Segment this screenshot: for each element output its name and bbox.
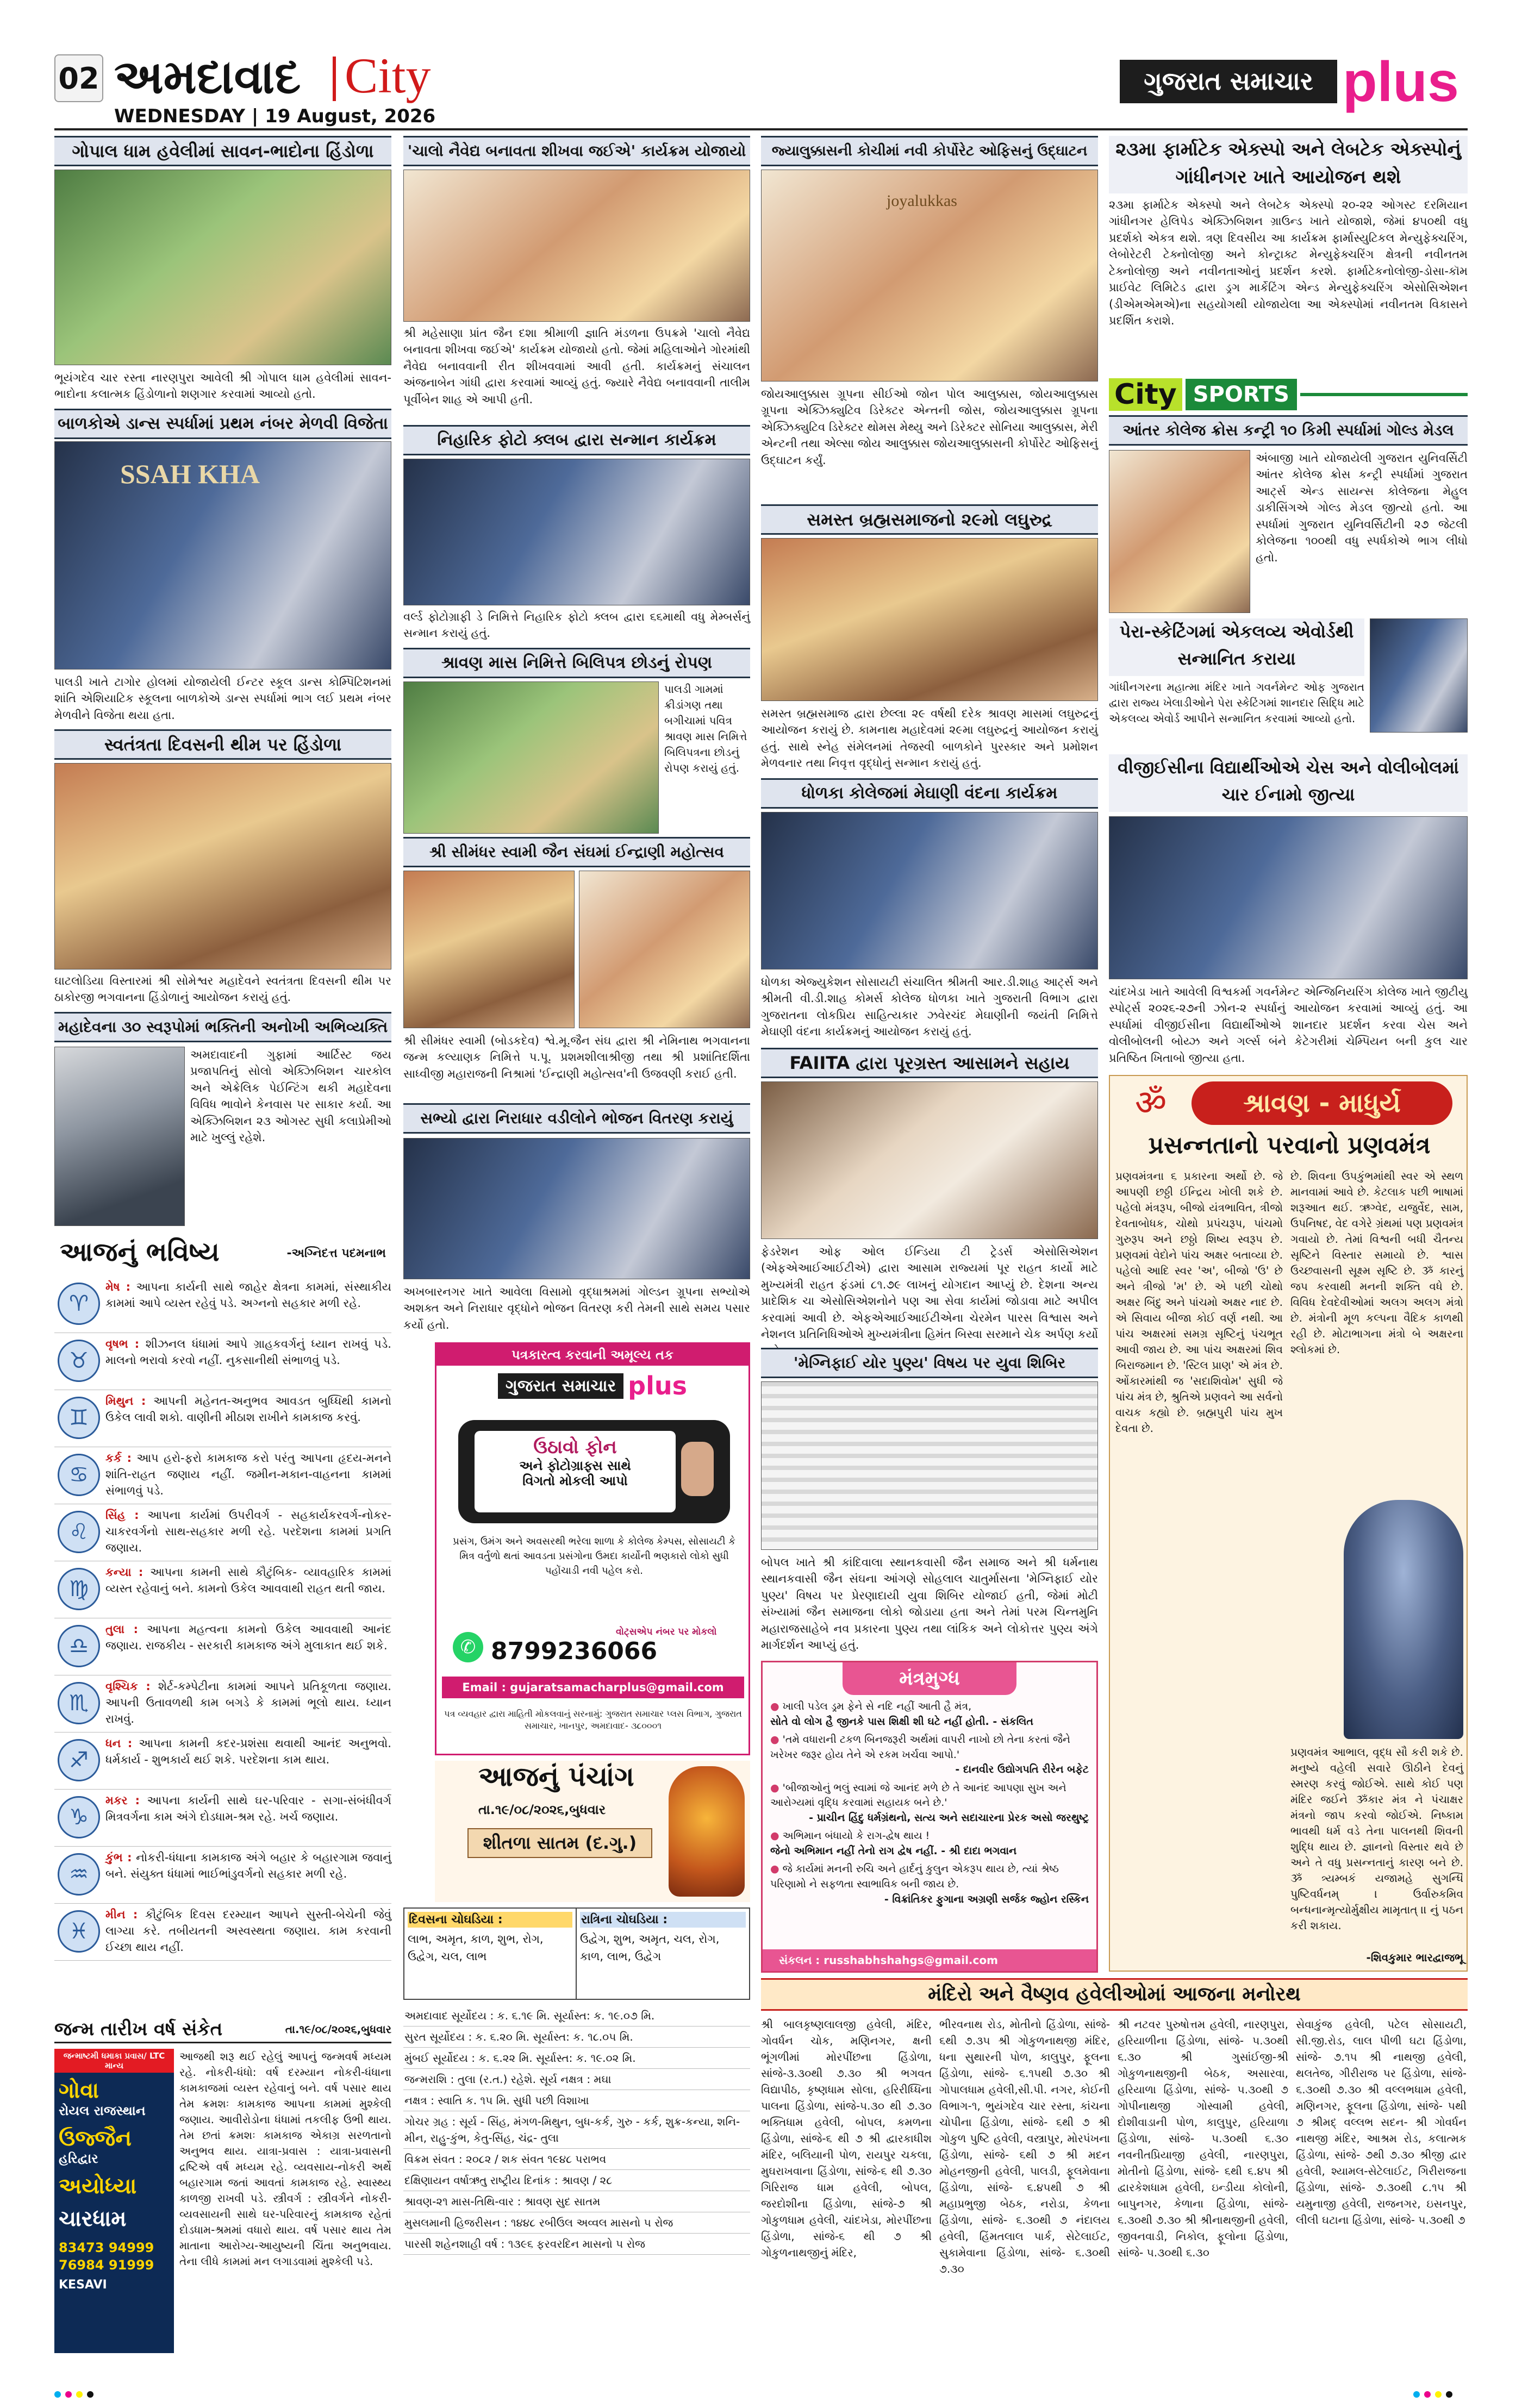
zodiac-prediction: આપના કામની સાથે કૌટુંબિક- વ્યાવહારિક કામમાં વ્યસ્ત રહેવાનું બને. કામનો ઉકેલ આવવાથી રાહત થતી જાય. (105, 1566, 391, 1595)
zodiac-row (54, 1390, 391, 1447)
zodiac-icon: ♏ (58, 1682, 100, 1724)
caption-mahadev: અમદાવાદની ગુફામાં આર્ટિસ્ટ જય પ્રજાપતિનું સોલો એક્ઝિબિશન ચારકોલ અને એક્રેલિક પેઈન્ટિંગ થકી મહાદેવના વિવિધ ભાવોને કેનવાસ પર સાકાર કર્યા. આ એક્ઝિબિશન ૨૩ ઓગસ્ટ સુધી કલાપ્રેમીઓ માટે ખુલ્લું રહેશે. (190, 1048, 391, 1144)
zodiac-name: મીન : (105, 1908, 138, 1921)
zodiac-prediction: નોકરી-ધંધાના કામકાજ અંગે બહાર કે બહારગામ જવાનું બને. સંયુક્ત ધંધામાં ભાઈભાંડુવર્ગનો સહકાર મળી રહે. (105, 1851, 391, 1880)
zodiac-name: વૃશ્ચિક : (105, 1680, 151, 1693)
ad-brand: ગુજરાત સમાચાર (498, 1373, 623, 1399)
night-choghadiya: ઉદ્વેગ, શુભ, અમૃત, ચલ, રોગ, કાળ, લાભ, ઉદ્વેગ (580, 1932, 720, 1963)
zodiac-row (54, 1333, 391, 1390)
print-color-bar (0, 2380, 1522, 2408)
headline-naivedya: 'ચાલો નૈવેદ્ય બનાવતા શીખવા જઈએ' કાર્યક્રમ યોજાયો (403, 136, 750, 166)
panchang-row: શ્રાવણ-૨૧ માસ-તિથિ-વાર : શ્રાવણ સુદ સાતમ (403, 2191, 750, 2212)
headline-pharmatech: ૨૩મા ફાર્માટેક એક્સ્પો અને લેબટેક એક્સ્પોનું ગાંધીનગર ખાતે આયોજન થશે (1109, 136, 1468, 193)
zodiac-text (105, 1850, 391, 1882)
panchang-row: જન્મરાશિ : તુલા (ર.ત.) રહેશે. સૂર્ય નક્ષત્ર : મઘા (403, 2069, 750, 2090)
header-rule (54, 128, 1468, 130)
shravan-title: પ્રસન્નતાનો પરવાનો પ્રણવમંત્ર (1148, 1131, 1431, 1159)
panchang-tithi: શીતળા સાતમ (દ.ગુ.) (467, 1828, 652, 1858)
photo-bhojan (403, 1138, 750, 1279)
travel-r4: ચારધામ (59, 2206, 127, 2231)
headline-photo-club: નિહારિક ફોટો ક્લબ દ્વારા સન્માન કાર્યક્રમ (403, 425, 750, 455)
panchang-row: વિક્રમ સંવત : ૨૦૮૨ / શક સંવત ૧૯૪૮ પરાભવ (403, 2149, 750, 2170)
zodiac-prediction: આપના કાર્યની સાથે જાહેર ક્ષેત્રના કામમાં, સંસ્થાકીય કામમાં આપે વ્યસ્ત રહેવું પડે. અગ્નનો સહકાર મળી રહે. (105, 1280, 391, 1310)
zodiac-text (105, 1279, 391, 1312)
page-number-badge: 02 (54, 54, 103, 102)
caption-independence: ઘાટલોડિયા વિસ્તારમાં શ્રી સોમેશ્વર મહાદેવને સ્વતંત્રતા દિવસની થીમ પર ઠાકોરજી ભગવાનના હિંડોળાનું આયોજન કરાયું હતું. (54, 974, 391, 1004)
caption-pharmatech: ૨૩મા ફાર્માટેક એક્સ્પો અને લેબટેક એક્સ્પો ૨૦-૨૨ ઓગસ્ટ દરમિયાન ગાંધીનગર હેલિપેડ એક્ઝિબિશન ગ્રાઉન્ડ ખાતે યોજાશે, જેમાં ૪૫૦થી વધુ પ્રદર્શકો એકત્ર થશે. ત્રણ દિવસીય આ કાર્યક્રમ ફાર્માસ્યુટિકલ મેન્યુફેક્ચરિંગ, લેબોરેટરી ટેક્નોલોજી અને કોન્ટ્રાક્ટ મેન્યુફેક્ચરિંગ ક્ષેત્રની નવીનતમ ટેક્નોલોજી અને નવીનતાઓનું પ્રદર્શન કરશે. ફાર્માટેકનોલોજી-ડોસા-કૉમ પ્રાઈવેટ લિમિટેડ દ્વારા ડ્રગ માર્કેટિંગ એન્ડ મેન્યુફેક્ચરિંગ એસોસિએશન (ડીએમએમએ)ના સહયોગથી યોજાયેલા આ એક્સ્પોમાં નવીનતમ વિકાસને પ્રદર્શિત કરાશે. (1109, 198, 1468, 328)
zodiac-icon: ♋ (58, 1454, 100, 1496)
photo-para-skating (1370, 618, 1468, 733)
city-title-divider (333, 57, 336, 101)
quote-1: ● ખાલી પડેલ ડ્રમ ફેને સે નદિ નહીં આતી હૈ મંત્ર, (770, 1700, 972, 1712)
day-choghadiya: લાભ, અમૃત, કાળ, શુભ, રોગ, ઉદ્વેગ, ચલ, લાભ (408, 1932, 544, 1963)
caption-gopal-dham: ભૂયંગદેવ ચાર રસ્તા નારણપુરા આવેલી શ્રી ગોપાલ ધામ હવેલીમાં સાવન-ભાદોના કલાત્મક હિંડોળાનો શણગાર કરવામાં આવ્યો હતો. (54, 371, 391, 401)
headline-faiita: FAIITA દ્વારા પૂરગ્રસ્ત આસામને સહાય (761, 1048, 1098, 1078)
choghadiya (403, 1907, 750, 2000)
panchang-row: મુંબઈ સૂર્યોદય : ક. ૬.૨૨ મિ. સૂર્યાસ્ત: ક. ૧૯.૦૨ મિ. (403, 2048, 750, 2069)
zodiac-name: તુલા : (105, 1623, 138, 1636)
zodiac-prediction: આપના કાર્યની સાથે ઘર-પરિવાર - સગા-સંબંધીવર્ગ મિત્રવર્ગના કામ અંગે દોડધામ-શ્રમ રહે. ખર્ચ જણાય. (105, 1794, 391, 1823)
mantramugdh-box (761, 1661, 1098, 1973)
travel-phone-1: 83473 94999 (59, 2240, 154, 2255)
ad-foot: પત્ર વ્યવહાર દ્વારા માહિતી મોકલવાનું સરનામું: ગુજરાત સમાચાર પ્લસ વિભાગ, ગુજરાત સમાચાર, ખાનપુર, અમદાવાદ- ૩૮૦૦૦૧ (444, 1709, 742, 1731)
zodiac-text (105, 1736, 391, 1768)
zodiac-row (54, 1732, 391, 1790)
panchang-row: સુરત સૂર્યોદય : ક. ૬.૨૦ મિ. સૂર્યાસ્ત: ક. ૧૮.૦૫ મિ. (403, 2027, 750, 2048)
om-icon: ॐ (1134, 1083, 1167, 1123)
ad-phone-line-1: ઉઠાવો ફોન (533, 1436, 617, 1458)
zodiac-text (105, 1336, 391, 1369)
photo-yuva-shibir (761, 1381, 1098, 1550)
photo-laghurudra (761, 538, 1098, 701)
panchang-title: આજનું પંચાંગ (478, 1761, 634, 1792)
caption-dance: પાલડી ખાતે ટાગોર હોલમાં યોજાયેલી ઈન્ટર સ્કૂલ ડાન્સ કોમ્પિટિશનમાં શાંતિ એશિયાટિક સ્કૂલના બાળકોએ ડાન્સ સ્પર્ધામાં ભાગ લઈ પ્રથમ નંબર મેળવીને વિજેતા થયા હતા. (54, 676, 391, 722)
panchang-row: પારસી શહેનશાહી વર્ષ : ૧૩૯૬ ફરવરદિન માસનો ૫ રોજ (403, 2234, 750, 2255)
travel-ad-top: જન્માષ્ટમી ધમાકા પ્રવાસ/ LTC માન્ય (54, 2049, 174, 2073)
travel-r2: ઉજ્જૈન (59, 2126, 132, 2151)
travel-r2b: હરિદ્વાર (59, 2151, 98, 2166)
ad-email[interactable]: Email : gujaratsamacharplus@gmail.com (442, 1677, 744, 1698)
photo-independence-hindola (54, 763, 391, 970)
zodiac-icon: ♓ (58, 1910, 100, 1953)
panchang-row: દક્ષિણાયન વર્ષાઋતુ રાષ્ટ્રીય દિનાંક : શ્રાવણ / ૨૮ (403, 2170, 750, 2191)
zodiac-text (105, 1907, 391, 1955)
quote-1-source: સોતે વો લોગ હૈ જીનકે પાસ શિક્ષી શી ઘટે નહીં હોતી. - સંકલિત (770, 1715, 1033, 1728)
panchang-row: નક્ષત્ર : સ્વાતિ ક. ૧૫ મિ. સુધી પછી વિશાખા (403, 2090, 750, 2111)
photo-dance-competition (54, 441, 391, 670)
mantramugdh-banner: મંત્રમુગ્ધ (843, 1662, 1016, 1695)
ad-body: પ્રસંગ, ઉમંગ અને અવસરથી ભરેલા શાળા કે કોલેજ કેમ્પસ, સોસાયટી કે મિત્ર વર્તુળો થતાં આવડતા પ્રસંગોના ઉમદા કાર્યોની ભણકારો લોકો સુધી પહોંચાડી નવી પહેલ કરો. (453, 1536, 735, 1577)
photo-banner-text: SSAH KHA (120, 459, 260, 489)
headline-joyalukkas: જ્યાલુક્કાસની કોચીમાં નવી કોર્પોરેટ ઓફિસનું ઉદ્ઘાટન (761, 136, 1098, 166)
quote-4: ● અભિમાન બંધાયો કે રાગ-દ્વેષ થાય ! (770, 1830, 930, 1842)
panchang-box (435, 1761, 750, 1902)
ad-number[interactable]: 8799236066 (491, 1637, 658, 1665)
zodiac-prediction: આપના કામની કદર-પ્રશંસા થવાથી આનંદ અનુભવો. ધર્મકાર્ય - શુભકાર્ય થઈ શકે. પરદેશના કામ થાય. (105, 1737, 391, 1766)
quote-2: ● 'તમે વધારાની ટકળ બિનજરૂરી અર્થમાં વાપરી નાખો છો તેના કરતાં જૈને ખરેખર જરૂર હોય તેને એ રકમ ખર્ચવા આપો.' (770, 1734, 1070, 1761)
manorath-column: ભીરવનાથ રોડ, મોતીનો હિંડોળા, સાંજે- ૬થી ૭.૩૫ શ્રી ગોકુળનાથજી મંદિર, ધના સુથારની પોળ, કાલુપુર, ફૂલના હિંડોળા, સાંજે- ૬.૧૫થી ૭.૩૦ શ્રી ગોપાલધામ હવેલી,સી.પી. નગર, કોઈની વિભાગ-૧, ભુયંગદેવ ચાર રસ્તા, કાંચના ચોપીના હિંડોળા, સાંજે- ૬થી ૭ શ્રી ગોકુળ પુષ્ટિ હવેલી, વસ્ત્રાપુર, મોરપંખના હિંડોળા, સાંજે- ૬થી ૭ શ્રી મદન મોહનજીની હવેલી, પાલડી, ફૂલમેવાના હિંડોળા, સાંજે- ૬.૪૫થી ૭ શ્રી મહાપ્રભુજી બેઠક, નરોડા, કેળના હિંડોળા, સાંજે- ૬.૩૦થી ૭ નંદાલય હવેલી, હિંમતલાલ પાર્ક, સેટેલાઈટ, સુકામેવાના હિંડોળા, સાંજે- ૬.૩૦થી ૭.૩૦ (939, 2018, 1110, 2275)
panchang-rows (403, 2005, 750, 2353)
panchang-row: ગોચર ગ્રહ : સૂર્ય - સિંહ, મંગળ-મિથુન, બુધ-કર્ક, ગુરુ - કર્ક, શુક્ર-કન્યા, શનિ-મીન, રાહુ-કુંભ, કેતુ-સિંહ, ચંદ્ર- તુલા (403, 2111, 750, 2149)
zodiac-name: વૃષભ : (105, 1337, 140, 1350)
header-date: WEDNESDAY | 19 August, 2026 (114, 105, 436, 127)
manorath-title: મંદિરો અને વૈષ્ણવ હવેલીઓમાં આજના મનોરથ (761, 1978, 1468, 2011)
ad-top-ribbon: પત્રકારત્વ કરવાની અમૂલ્ય તક (436, 1344, 748, 1366)
bhavishya-box (54, 1234, 391, 2011)
shravan-text-3: પ્રણવમંત્ર આભાલ, વૃદ્ધ સૌ કરી શકે છે. મનુષ્યે વહેલી સવારે ઊઠીને દેવનું સ્મરણ કરવું જોઈએ. સાથે કોઈ પણ મંદિર જઈને ૐકાર મંત્ર ને પંચાક્ષર મંત્રનો જાપ કરવો જોઈએ. નિષ્કામ ભાવથી ધર્મ વડે તેના પાલનથી શિવની શુદ્ધિ થાય છે. જ્ઞાનનો વિસ્તાર થવે છે અને તે વધુ પ્રસન્નતાનું કારણ બને છે. ૐ ત્ર્યમ્બકં યજામહે સુગન્ધિં પુષ્ટિવર્ધનમ્ । ઉર્વારુકમિવ બન્ધનાન્મૃત્યોર્મુક્ષીય મામૃતાત્ ।। નું પઠન કરી શકાય. (1290, 1746, 1463, 1932)
zodiac-text (105, 1565, 391, 1597)
zodiac-row (54, 1504, 391, 1561)
zodiac-row (54, 1561, 391, 1618)
zodiac-name: મિથુન : (105, 1394, 146, 1408)
zodiac-name: કર્ક : (105, 1452, 132, 1465)
zodiac-text (105, 1793, 391, 1825)
headline-dholka: ધોળકા કોલેજમાં મેઘાણી વંદના કાર્યક્રમ (761, 778, 1098, 809)
photo-indrani-1 (403, 871, 575, 1028)
quote-5-source: - વિક્રાંતિકર ફુગાના અગ્રણી સર્જક જ્હોન રસ્કિન (884, 1893, 1089, 1905)
shiva-image (1344, 1500, 1463, 1739)
zodiac-icon: ♎ (58, 1625, 100, 1667)
zodiac-icon: ♍ (58, 1568, 100, 1610)
zodiac-icon: ♈ (58, 1283, 100, 1325)
headline-cross-country: આંતર કોલેજ ક્રોસ કન્ટ્રી ૧૦ કિમી સ્પર્ધામાં ગોલ્ડ મેડલ (1109, 415, 1468, 446)
zodiac-prediction: શેર્ટ-કમ્પેટીના કામમાં આપને પ્રતિકૂળતા જણાય. આપની ઉતાવળથી કામ બગડે કે કામમાં ભૂલો થાય. ધ્યાન રાખવું. (105, 1680, 391, 1725)
zodiac-row (54, 1447, 391, 1504)
photo-gold-medal (1109, 450, 1250, 613)
photo-vgec (1109, 816, 1468, 979)
ad-phone-line-2: અને ફોટોગ્રાફ્સ સાથે (519, 1458, 631, 1473)
zodiac-prediction: શીઝનલ ધંધામાં આપે ગ્રાહકવર્ગનું ધ્યાન રાખવું પડે. માલનો ભરાવો કરવો નહીં. નુકસાનીથી સંભાળવું પડે. (105, 1337, 391, 1367)
ad-brand-plus: plus (628, 1371, 687, 1400)
headline-bhojan: સભ્યો દ્વારા નિરાધાર વડીલોને ભોજન વિતરણ કરાયું (403, 1103, 750, 1134)
travel-brand: KESAVI (59, 2278, 107, 2292)
zodiac-prediction: કૌટુંબિક દિવસ દરમ્યાન આપને સુસ્તી-બેચેની જેવું લાગ્યા કરે. તબીયતની અસ્વસ્થતા જણાય. કામ કરવાની ઈચ્છા થાય નહીં. (105, 1908, 391, 1954)
janma-title: જન્મ તારીખ વર્ષ સંકેત (54, 2018, 223, 2040)
brand-logo: ગુજરાત સમાચાર (1120, 60, 1337, 103)
night-choghadiya-title: રાત્રિના ચોઘડિયા : (580, 1912, 746, 1928)
zodiac-row (54, 1790, 391, 1847)
joyalukkas-sign: joyalukkas (887, 192, 957, 210)
zodiac-prediction: આપના કાર્યમાં ઉપરીવર્ગ - સહકાર્યકરવર્ગ-નોકર-ચાકરવર્ગનો સાથ-સહકાર મળી રહે. પરદેશના કામમાં પ્રગતિ જણાય. (105, 1509, 391, 1554)
bhavishya-title: આજનું ભવિષ્ય (60, 1237, 220, 1267)
city-sports-city: City (1109, 378, 1182, 411)
caption-bhojan: અખબારનગર ખાતે આવેલા વિસામો વૃદ્ધાશ્રમમાં ગોલ્ડન ગ્રૂપના સભ્યોએ અશક્ત અને નિરાધાર વૃદ્ધોને ભોજન વિતરણ કરી તેમની સાથે સમય પસાર કર્યો હતો. (403, 1285, 750, 1331)
city-sports-label: SPORTS (1186, 379, 1297, 410)
travel-r1: ગોવા (59, 2078, 99, 2103)
panchang-date: તા.૧૯/૦૮/૨૦૨૬,બુધવાર (478, 1802, 606, 1817)
headline-dance: બાળકોએ ડાન્સ સ્પર્ધામાં પ્રથમ નંબર મેળવી વિજેતા (54, 409, 391, 439)
zodiac-name: કન્યા : (105, 1566, 144, 1579)
zodiac-icon: ♊ (58, 1397, 100, 1439)
panchang-row: અમદાવાદ સૂર્યોદય : ક. ૬.૧૯ મિ. સૂર્યાસ્ત: ક. ૧૯.૦૭ મિ. (403, 2005, 750, 2027)
ad-phone-graphic (458, 1420, 730, 1523)
masthead (0, 0, 1522, 130)
manorath-column: શ્રી બાલકૃષ્ણલાલજી હવેલી, મંદિર, ગોવર્ધન ચોક, મણિનગર, ક્ષની ભૂંગળીમાં મોરપીંછના હિંડોળા, સાંજે-૩.૩૦થી ૭.૩૦ શ્રી ભગવત વિદ્યાપીઠ, કૃષ્ણધામ સોલા, હરિરીધ્ધિના પાલના હિંડોળા, સાંજે-૫.૩૦ થી ૭.૩૦ ભક્તિધામ હવેલી, બોપલ, કમળના હિંડોળા, સાંજે-૬ થી ૭ શ્રી દ્વારકાધીશ મંદિર, બલિયાની પોળ, રાયપુર ચકલા, મુઘરાખવાના હિંડોળા, સાંજે-૬ થી ૭.૩૦ ગિરિરાજ ધામ હવેલી, બોપલ, જરદોશીના હિંડોળા, સાંજે-૭ શ્રી ગોકુળધામ હવેલી, ચાંદખેડા, મોરપીંછના હિંડોળા, સાંજે-૬ થી ૭ શ્રી ગોકુળનાથજીનું મંદિર, (761, 2018, 932, 2259)
headline-independence-hindola: સ્વતંત્રતા દિવસની થીમ પર હિંડોળા (54, 729, 391, 760)
zodiac-row (54, 1675, 391, 1732)
headline-gopal-dham: ગોપાલ ધામ હવેલીમાં સાવન-ભાદોના હિંડોળા (54, 136, 391, 166)
photo-naivedya (403, 170, 750, 322)
photo-joyalukkas (761, 170, 1098, 381)
shravan-text-1: પ્રણવમંત્રના ૬ પ્રકારના અર્થો છે. જે આપણી છઠ્ઠી ઈન્દ્રિય ખોલી શકે છે. પહેલો મંત્રરૂપ, બીજો યંત્રભાવિત, ત્રીજો દેવતાબોધક, ચોથો પ્રપંચરૂપ, પાંચમો ગુરુરૂપ અને છઠ્ઠો શિષ્ય સ્વરૂપ છે. પ્રણવમાં વેદોને પાંચ અક્ષર બતાવ્યા છે. પહેલો આદિ સ્વર 'અ', બીજો 'ઉ' છે અને ત્રીજો 'મ' છે. એ પછી ચોથો અક્ષર બિંદુ અને પાંચમો અક્ષર નાદ છે. એ સિવાય બીજા કોઈ વર્ણ નથી. આ પાંચ અક્ષરમાં સમગ્ર સૃષ્ટિનું પંચભૂત આવી જાય છે. આ પાંચ અક્ષરમાં શિવ બિરાજમાન છે. 'સ્ટિલ પ્રાણ' એ મંત્ર છે. ઓંકારમાંથી જ 'સદાશિવોમ' સુધી જે પાંચ મંત્ર છે, શ્રુતિએ પ્રણવને આ સર્વનો વાચક કહ્યો છે. બ્રહ્મપુરી પાંચ મુખ દેવતા છે. (1115, 1169, 1283, 1435)
zodiac-name: મેષ : (105, 1280, 131, 1293)
manorath-section (761, 1978, 1468, 2353)
travel-ad (54, 2049, 174, 2353)
photo-indrani-2 (579, 871, 750, 1028)
zodiac-text (105, 1679, 391, 1727)
photo-bilipatra (403, 681, 659, 834)
zodiac-name: સિંહ : (105, 1509, 139, 1522)
zodiac-icon: ♉ (58, 1340, 100, 1382)
janma-text: આજથી શરૂ થઈ રહેલું આપનું જન્મવર્ષ મધ્યમ રહે. નોકરી-ધંધો: વર્ષ દરમ્યાન નોકરી-ધંધાના કામકાજમાં વ્યસ્ત રહેવાનું બને. વર્ષ પસાર થાય તેમ ક્રમશઃ કામકાજ આપના કામમાં મુશ્કેલી જણાય. આવીરોડોના ધંધામાં તકલીફ ઉભી થાય. તેમ છતાં ક્રમશઃ કામકાજ એકાગ્ર સરળતાનો અનુભવ થાય. યાત્રા-પ્રવાસ : યાત્રા-પ્રવાસની દ્રષ્ટિએ વર્ષ મધ્યમ રહે. વ્યવસાય-નોકરી અર્થે બહારગામ જતાં આવતાં કામકાજ રહે. સ્વાસ્થ્ય કાળજી રાખવી પડે. સ્ત્રીવર્ગ : સ્ત્રીવર્ગને નોકરી-વ્યવસાયની સાથે ઘર-પરિવારનું કામકાજ રહેતાં દોડધામ-શ્રમમાં વધારો થાય. વર્ષ પસાર થાય તેમ માતાના આરોગ્ય-આયુષ્યની ચિંતા અનુભવાય. તેના લીધે કામમાં મન લગાડવામાં મુશ્કેલી પડે. (179, 2050, 391, 2268)
caption-yuva-shibir: બોપલ ખાતે શ્રી કાંદિવાલા સ્થાનકવાસી જૈન સમાજ અને શ્રી ધર્મનાથ સ્થાનકવાસી જૈન સંઘના આંગણે સોહલાલ ચાતુર્માસના 'મેગ્નિફાઈ યોર પુણ્ય' વિષય પર પ્રેરણાદાયી યુવા શિબિર યોજાઈ હતી, જેમાં મોટી સંખ્યામાં જૈન સમાજના લોકો જોડાયા હતા અને તેમાં પરમ ચિન્તમુનિ મહારાજસાહેબે નવ પ્રકારના પુણ્ય તથા લાંકિક અને લોકોત્તર પુણ્ય અંગે માર્ગદર્શન આપ્યું હતું. (761, 1556, 1098, 1652)
headline-para-skating: પેરા-સ્કેટિંગમાં એકલવ્ય એવોર્ડથી સન્માનિત કરાયા (1109, 618, 1364, 676)
zodiac-text (105, 1450, 391, 1499)
city-sports-banner (1109, 377, 1468, 412)
travel-r3: અયોધ્યા (59, 2174, 137, 2199)
brand-plus: plus (1343, 51, 1459, 114)
caption-joyalukkas: જોયઆલુક્કાસ ગ્રૂપના સીઈઓ જોન પોલ આલુક્કાસ, જોયઆલુક્કાસ ગ્રૂપના એક્ઝિક્યુટિવ ડિરેક્ટર એન્તની જોસ, જોયઆલુક્કાસ ગ્રૂપના એક્ઝિક્યુટિવ ડિરેક્ટર થોમસ મેથ્યુ અને ડિરેક્ટર સોનિયા આલુક્કાસ, મેરી એન્ટની તથા એલ્સા જોય આલુક્કાસ જોયઆલુક્કાસની કોર્પોરેટ ઓફિસનું ઉદ્ઘાટન કર્યું. (761, 387, 1098, 467)
zodiac-name: કુંભ : (105, 1851, 132, 1864)
headline-yuva-shibir: 'મેગ્નિફાઈ યોર પુણ્ય' વિષય પર યુવા શિબિર (761, 1348, 1098, 1378)
zodiac-list (54, 1276, 391, 1961)
caption-para-skating: ગાંધીનગરના મહાત્મા મંદિર ખાતે ગવર્નમેન્ટ ઓફ ગુજરાત દ્વારા રાજ્ય ખેલાડીઓને પેરા સ્કેટિંગમાં શાનદાર સિદ્ધિ માટે એકલવ્ય એવોર્ડ આપીને સન્માનિત કરવામાં આવ્યો હતો. (1109, 680, 1364, 725)
panchang-row: મુસલમાની હિજરીસન : ૧૪૪૮ રબીઉલ અવ્વલ માસનો ૫ રોજ (403, 2212, 750, 2234)
manorath-column: સેવાકુંજ હવેલી, પટેલ સોસાયટી, સી.જી.રોડ, લાલ પીળી ઘટા હિંડોળા, સાંજે- ૭.૧૫ શ્રી નાથજી હવેલી, થલતેજ, ગીરીરાજ પર હિંડોળા, સાંજે- ૬.૩૦થી ૭.૩૦ શ્રી વલ્લભધામ હવેલી, મણિનગર, ફૂલના હિંડોળા, સાંજે- ૫થી ૭ શ્રીમદ્ વલ્લભ સદન- શ્રી ગોવર્ધન નાથજી મંદિર, આશ્રમ રોડ, કલાત્મક હિંડોળા, સાંજે- ૭થી ૭.૩૦ શ્રીજી દ્વાર હવેલી, શ્યામલ-સેટેલાઈટ, ગિરીરાજના હિંડોળા, સાંજે- ૭.૩૦થી ૮.૧૫ શ્રી યમુનાજી હવેલી, રાજનગર, ઇસનપુર, લીલી ઘટાના હિંડોળા, સાંજે- ૫.૩૦થી ૭ (1296, 2018, 1467, 2226)
zodiac-icon: ♒ (58, 1853, 100, 1896)
zodiac-prediction: આપ હરો-ફરો કામકાજ કરો પરંતુ આપના હૃદય-મનને શાંતિ-રાહત જણાય નહીં. જમીન-મકાન-વાહનના કામમાં સંભાળવું પડે. (105, 1452, 391, 1497)
caption-faiita: ફેડરેશન ઓફ ઓલ ઈન્ડિયા ટી ટ્રેડર્સ એસોસિએશન (એફએઆઈઆઈટીએ) દ્વારા આસામ રાજ્યમાં પૂર રાહત કાર્યો માટે મુખ્યમંત્રી રાહત ફંડમાં ૮૧.૭૯ લાખનું યોગદાન આપ્યું છે. દેશના અન્ય પ્રાદેશિક ચા એસોસિએશનોને પણ આ સેવા કાર્યમાં જોડાવા માટે અપીલ કરવામાં આવી છે. એફએઆઈઆઈટીએના ચેરમેન પારસ વિશ્વાસ અને નેશનલ પ્રતિનિધિઓએ મુખ્યમંત્રીના હિમંત બિસ્વા સરમાને ચેક અર્પણ કર્યો (761, 1245, 1098, 1341)
caption-bilipatra: પાલડી ગામમાં ક્રીડાંગણ તથા બગીચામાં પવિત્ર શ્રાવણ માસ નિમિત્તે બિલિપત્રના છોડનું રોપણ કરાયું હતું. (664, 683, 747, 774)
caption-indrani: શ્રી સીમંધર સ્વામી (બોડકદેવ) શ્વે.મૂ.જૈન સંઘ દ્વારા શ્રી નેમિનાથ ભગવાનના જન્મ કલ્યાણક નિમિત્તે પ.પૂ. પ્રશમશીલાશ્રીજી તથા શ્રી પ્રશાંતિદર્શિતા સાધ્વીજી મહારાજની નિશ્રામાં 'ઈન્દ્રાણી મહોત્સવ'ની ઉજવણી કરાઈ હતી. (403, 1034, 750, 1080)
headline-indrani: શ્રી સીમંધર સ્વામી જૈન સંઘમાં ઈન્દ્રાણી મહોત્સવ (403, 837, 750, 867)
zodiac-text (105, 1622, 391, 1654)
manorath-columns (761, 2016, 1468, 2348)
caption-laghurudra: સમસ્ત બ્રહ્મસમાજ દ્વારા છેલ્લા ૨૯ વર્ષથી દરેક શ્રાવણ માસમાં લઘુરુદ્રનું આયોજન કરાયું છે. કામનાથ મહાદેવમાં ૨૯મા લઘુરુદ્રનું આયોજન કરાયું હતું. સાથે સ્નેહ સંમેલનમાં તેજસ્વી બાળકોને પુરસ્કાર અને પ્રમોશન મેળવનાર તથા નિવૃત્ત વૃદ્ધોનું સન્માન કરાયું હતું. (761, 707, 1098, 770)
caption-photo-club: વર્લ્ડ ફોટોગ્રાફી ડે નિમિત્તે નિહારિક ફોટો ક્લબ દ્વારા ૬૬માથી વધુ મેમ્બર્સનું સન્માન કરાયું હતું. (403, 610, 750, 640)
quote-2-source: - દાનવીર ઉદ્યોગપતિ રીરેન બફેટ (955, 1763, 1089, 1776)
zodiac-icon: ♌ (58, 1511, 100, 1553)
zodiac-icon: ♐ (58, 1739, 100, 1781)
caption-dholka: ધોળકા એજ્યુકેશન સોસાયટી સંચાલિત શ્રીમતી આર.ડી.શાહ આર્ટ્સ અને શ્રીમતી વી.ડી.શાહ કોમર્સ કોલેજ ધોળકા ખાતે ગુજરાતી વિભાગ દ્વારા ગુજરાતના લોકપ્રિય સાહિત્યકાર ઝવેરચંદ મેઘાણીની જયંતી નિમિત્તે મેઘાણી વંદના કાર્યક્રમનું આયોજન કરાયું હતું. (761, 975, 1098, 1039)
caption-naivedya: શ્રી મહેસાણા પ્રાંત જૈન દશા શ્રીમાળી જ્ઞાતિ મંડળના ઉપક્રમે 'ચાલો નૈવેદ્ય બનાવતા શીખવા જઈએ' કાર્યક્રમ યોજાયો હતો. જેમાં મહિલાઓને ગોરમાંથી નૈવેદ્ય બનાવવાની રીત શીખવવામાં આવી હતી. કાર્યક્રમનું સંચાલન અંજનાબેન ગાંધી દ્વારા કરવામાં આવ્યું હતું. જ્યારે નૈવેદ્ય બનાવવાની તાલીમ પૂર્વીબેન શાહ એ આપી હતી. (403, 327, 750, 406)
ganesha-image (669, 1766, 745, 1897)
photo-mahadev-painting (54, 1047, 185, 1226)
headline-bilipatra: શ્રાવણ માસ નિમિત્તે બિલિપત્ર છોડનું રોપણ (403, 648, 750, 678)
shravan-text-2: છે. શિવના ઉપકુંભમાંથી સ્વર એ સ્થળ માનવામાં આવે છે. કેટલાક પછી ભાષામાં શરૂઆત થઈ. ઋગ્વેદ, યજુર્વેદ, સામ, ઉપનિષદ, વેદ વગેરે ગ્રંથમાં પણ પ્રણવમંત્ર ગવાયો છે. તેમાં વિશ્વની બધી ચૈતન્ય સૃષ્ટિને વિસ્તાર સમાયો છે. શ્વાસ ઉચ્છવાસની સૂક્ષ્મ સૃષ્ટિ છે. ૐ કારનું જપ કરવાથી મનની શક્તિ વધે છે. વિવિધ દેવદેવીઓમાં અલગ અલગ મંત્રો છે. મંત્રોની મૂળ કલ્પના વૈદિક કાળથી રહી છે. મોટાભાગના મંત્રો બે અક્ષરના શ્લોકમાં છે. (1290, 1169, 1463, 1356)
zodiac-prediction: આપની મહેનત-અનુભવ આવડત બુધ્ધિથી કામનો ઉકેલ લાવી શકો. વાણીની મીઠાશ રાખીને કામકાજ કરવું. (105, 1394, 391, 1424)
bhavishya-author: -અગ્નિદત્ત પદમનાભ (286, 1247, 386, 1260)
ad-whatsapp-label: વોટ્સએપ નંબર પર મોકલો (616, 1627, 717, 1637)
travel-phone-2: 76984 91999 (59, 2257, 154, 2273)
photo-faiita (761, 1081, 1098, 1239)
headline-vgec: વીજીઈસીના વિદ્યાર્થીઓએ ચેસ અને વોલીબોલમાં ચાર ઈનામો જીત્યા (1109, 754, 1468, 812)
hand-graphic (681, 1442, 714, 1496)
zodiac-name: ધન : (105, 1737, 133, 1750)
zodiac-row (54, 1904, 391, 1961)
janma-date: તા.૧૯/૦૮/૨૦૨૬,બુધવાર (285, 2022, 391, 2036)
day-choghadiya-title: દિવસના ચોઘડિયા : (408, 1912, 572, 1928)
headline-mahadev: મહાદેવના ૩૦ સ્વરૂપોમાં ભક્તિની અનોખી અભિવ્યક્તિ (54, 1012, 391, 1042)
zodiac-icon: ♑ (58, 1796, 100, 1838)
patrakaritva-ad (435, 1342, 750, 1755)
manorath-column: શ્રી નટવર પુરુષોત્તમ હવેલી, નારણપુરા, હરિયાળીના હિંડોળા, સાંજે- ૫.૩૦થી ૬.૩૦ શ્રી ગુસાંઈજી-શ્રી ગોકુળનાથજીની બેઠક, અસારવા, હરિયાળા હિંડોળા, સાંજે- ૫.૩૦થી ૭ ગોપીનાથજી ગોસ્વામી હવેલી, દોશીવાડાની પોળ, કાલુપુર, હરિયાળા હિંડોળા, સાંજે- ૫.૩૦થી ૬.૩૦ નવનીતપ્રિયાજી હવેલી, નારણપુરા, મોતીનો હિંડોળા, સાંજે- ૬થી ૬.૪૫ શ્રી દ્વારકેશધામ હવેલી, ઇન્ડીયા કોલોની, બાપુનગર, કેળાના હિંડોળા, સાંજે- ૬.૩૦થી ૭.૩૦ શ્રી શ્રીનાથજીની હવેલી, જીવનવાડી, નિકોલ, ફૂલોના હિંડોળા, સાંજે- ૫.૩૦થી ૬.૩૦ (1118, 2018, 1288, 2259)
quote-4-source: જેનો અભિમાન નહીં તેનો રાગ દ્વેષ નહીં. - શ્રી દાદા ભગવાન (770, 1844, 1017, 1857)
quote-5: ● જે કાર્યમાં મનની રુચિ અને હાર્દનું કુલુન એકરૂપ થાય છે, ત્યાં શ્રેષ્ઠ પરિણામો ને સફળતા સ્વાભાવિક બની જાય છે. (770, 1863, 1059, 1891)
zodiac-row (54, 1847, 391, 1904)
shravan-author: -શિવકુમાર ભારદ્વાજભૂ (1366, 1951, 1463, 1964)
zodiac-row (54, 1276, 391, 1333)
photo-dholka (761, 812, 1098, 970)
zodiac-text (105, 1393, 391, 1426)
shravan-box (1109, 1075, 1468, 1972)
whatsapp-icon: ✆ (453, 1632, 483, 1662)
headline-laghurudra: સમસ્ત બ્રહ્મસમાજનો ૨૯મો લઘુરુદ્ર (761, 504, 1098, 535)
caption-vgec: ચાંદખેડા ખાતે આવેલી વિશ્વકર્મા ગવર્નમેન્ટ એન્જિનિયરિંગ કોલેજ ખાતે જીટીયુ સ્પોર્ટ્સ ૨૦૨૬-૨૭ની ઝોન-૨ સ્પર્ધાનું આયોજન કરવામાં આવ્યું હતું. આ સ્પર્ધામાં વીજીઈસીના વિદ્યાર્થીઓએ શાનદાર પ્રદર્શન કરવા ચેસ અને વોલીબોલની બોય્ઝ અને ગર્લ્સ બંને કેટેગરીમાં ચેમ્પિયન બની કુલ ચાર પ્રતિષ્ઠિત ખિતાબો જીત્યા હતા. (1109, 985, 1468, 1065)
city-title-en: City (345, 48, 431, 103)
quote-3: ● 'બીજાઓનું ભલું સ્વામાં જે આનંદ મળે છે તે આનંદ આપણા સુખ અને આરોગ્યમાં વૃદ્ધિ કરવામાં સહાયક બને છે.' (770, 1781, 1066, 1809)
travel-r1b: રોયલ રાજસ્થાન (59, 2103, 146, 2118)
zodiac-text (105, 1508, 391, 1556)
city-title-gu: અમદાવાદ (114, 50, 301, 104)
quote-3-source: - પ્રાચીન હિંદુ ધર્મગ્રંથનો, સત્ય અને સદાચારના પ્રેરક અસો જરથુષ્ટ્ર (809, 1811, 1089, 1824)
zodiac-name: મકર : (105, 1794, 140, 1807)
mantramugdh-footer: સંકલન : russhabhshahgs@gmail.com (763, 1949, 1096, 1971)
ad-phone-line-3: વિગતો મોકલી આપો (522, 1473, 628, 1488)
caption-cross-country: અંબાજી ખાતે યોજાયેલી ગુજરાત યુનિવર્સિટી આંતર કોલેજ ક્રોસ કન્ટ્રી સ્પર્ધામાં ગુજરાત આર્ટ્સ એન્ડ સાયન્સ કોલેજના મેહુલ ડાકીસિંગએ ગોલ્ડ મેડલ જીત્યો હતો. આ સ્પર્ધામાં ગુજરાત યુનિવર્સિટીની ૨૭ જેટલી કોલેજના ૧૦૦થી વધુ સ્પર્ધકોએ ભાગ લીધો હતો. (1256, 452, 1468, 564)
photo-hindola (54, 170, 391, 365)
shravan-banner: શ્રાવણ - માધુર્ય (1192, 1081, 1452, 1125)
photo-photo-club (403, 459, 750, 605)
zodiac-row (54, 1618, 391, 1675)
zodiac-prediction: આપના મહત્વના કામનો ઉકેલ આવવાથી આનંદ જણાય. રાજકીય - સરકારી કામકાજ અંગે મુલાકાત થઈ શકે. (105, 1623, 391, 1652)
